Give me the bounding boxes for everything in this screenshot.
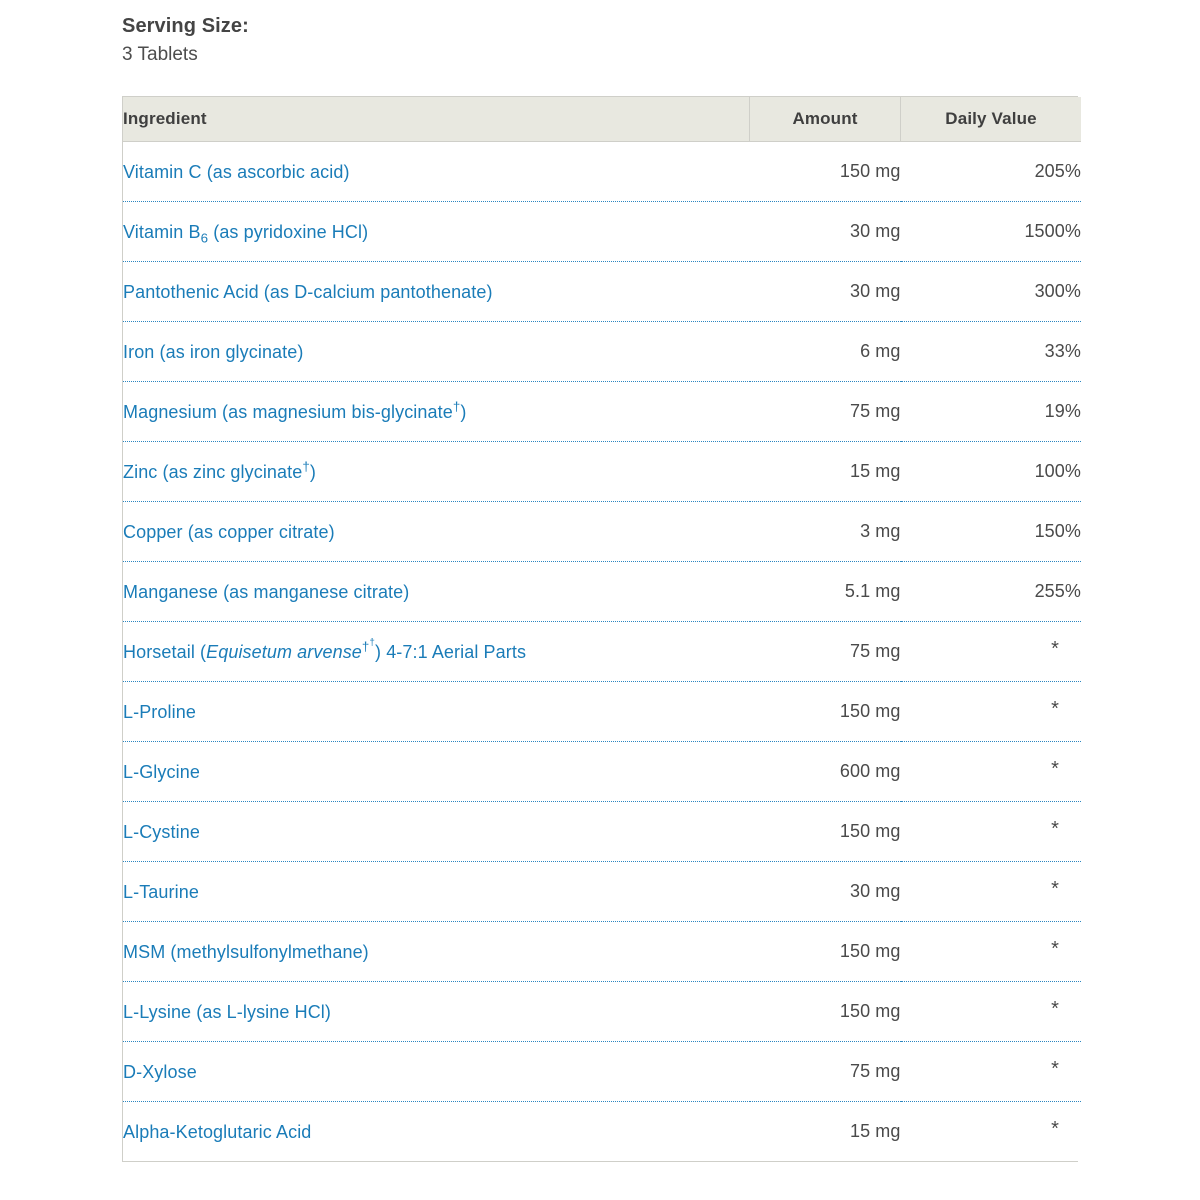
table-row: [123, 442, 1081, 502]
table-row: [123, 622, 1081, 682]
ingredient-name-link[interactable]: Magnesium (as magnesium bis-glycinate†): [123, 382, 750, 442]
ingredient-amount: 75 mg: [750, 1042, 901, 1102]
ingredient-amount: 150 mg: [750, 802, 901, 862]
table-row: [123, 382, 1081, 442]
ingredient-name-link[interactable]: MSM (methylsulfonylmethane): [123, 922, 750, 982]
daily-value-asterisk: *: [901, 1042, 1082, 1102]
ingredient-name-link[interactable]: Iron (as iron glycinate): [123, 322, 750, 382]
ingredient-name-link[interactable]: Copper (as copper citrate): [123, 502, 750, 562]
ingredient-daily-value: 33%: [901, 322, 1082, 382]
table-row: [123, 202, 1081, 262]
serving-size-value: 3 Tablets: [122, 44, 198, 65]
table-row: [123, 562, 1081, 622]
ingredient-name-link[interactable]: Vitamin $B_6$ (as pyridoxine HCl): [123, 202, 750, 262]
ingredient-daily-value: 255%: [901, 562, 1082, 622]
ingredient-name-link[interactable]: L-Glycine: [123, 742, 750, 802]
supplement-facts-table-wrapper: [122, 96, 1081, 1162]
ingredient-daily-value: 19%: [901, 382, 1082, 442]
ingredient-daily-value: 1500%: [901, 202, 1082, 262]
ingredient-amount: 600 mg: [750, 742, 901, 802]
daily-value-asterisk: *: [1051, 1117, 1059, 1140]
ingredient-name-link[interactable]: L-Taurine: [123, 862, 750, 922]
ingredient-amount: 150 mg: [750, 922, 901, 982]
ingredient-amount: 75 mg: [750, 622, 901, 682]
column-header-amount: Amount: [750, 97, 901, 142]
table-row: [123, 1042, 1081, 1102]
table-body: [123, 142, 1081, 1162]
table-header: [123, 97, 1081, 142]
serving-size-label: Serving Size:: [122, 15, 249, 37]
table-header-row: [123, 97, 1081, 142]
daily-value-asterisk: *: [901, 622, 1082, 682]
column-header-daily-value: Daily Value: [901, 97, 1082, 142]
ingredient-name-link[interactable]: Alpha-Ketoglutaric Acid: [123, 1121, 312, 1142]
table-row: [123, 1102, 1081, 1162]
ingredient-amount: 6 mg: [750, 322, 901, 382]
ingredient-amount: 5.1 mg: [750, 562, 901, 622]
table-row: [123, 262, 1081, 322]
table-row: [123, 682, 1081, 742]
ingredient-name-link[interactable]: L-Lysine (as L-lysine HCl): [123, 982, 750, 1042]
serving-size-block: [122, 12, 249, 69]
ingredient-amount: 150 mg: [750, 982, 901, 1042]
ingredient-name-link[interactable]: L-Proline: [123, 682, 750, 742]
table-row: [123, 982, 1081, 1042]
ingredient-daily-value: 205%: [901, 142, 1082, 202]
table-row: [123, 862, 1081, 922]
daily-value-asterisk: *: [901, 682, 1082, 742]
ingredient-amount: 15 mg: [750, 442, 901, 502]
table-row: [123, 742, 1081, 802]
ingredient-name-link[interactable]: Horsetail (Equisetum arvense††) 4-7:1 Aerial Parts: [123, 622, 750, 682]
ingredient-daily-value: 100%: [901, 442, 1082, 502]
ingredient-daily-value: 150%: [901, 502, 1082, 562]
daily-value-asterisk: *: [901, 862, 1082, 922]
daily-value-asterisk: *: [901, 742, 1082, 802]
table-row: [123, 322, 1081, 382]
ingredient-amount: 30 mg: [750, 262, 901, 322]
ingredient-name-link[interactable]: Manganese (as manganese citrate): [123, 562, 750, 622]
table-row: [123, 922, 1081, 982]
ingredient-amount: 15 mg: [849, 1121, 901, 1141]
ingredient-amount: 30 mg: [750, 202, 901, 262]
ingredient-amount: 75 mg: [750, 382, 901, 442]
ingredient-amount: 150 mg: [750, 142, 901, 202]
ingredient-amount: 30 mg: [750, 862, 901, 922]
ingredient-amount: 150 mg: [750, 682, 901, 742]
column-header-ingredient: Ingredient: [123, 97, 750, 142]
ingredient-daily-value: 300%: [901, 262, 1082, 322]
supplement-facts-table: [123, 97, 1081, 1161]
ingredient-name-link[interactable]: L-Cystine: [123, 802, 750, 862]
ingredient-name-link[interactable]: D-Xylose: [123, 1042, 750, 1102]
table-row: [123, 502, 1081, 562]
ingredient-name-link[interactable]: Pantothenic Acid (as D-calcium pantothenate): [123, 262, 750, 322]
table-row: [123, 142, 1081, 202]
table-row: [123, 802, 1081, 862]
ingredient-name-link[interactable]: Zinc (as zinc glycinate†): [123, 442, 750, 502]
daily-value-asterisk: *: [901, 802, 1082, 862]
daily-value-asterisk: *: [901, 922, 1082, 982]
ingredient-name-link[interactable]: Vitamin C (as ascorbic acid): [123, 142, 750, 202]
daily-value-asterisk: *: [901, 982, 1082, 1042]
ingredient-amount: 3 mg: [750, 502, 901, 562]
